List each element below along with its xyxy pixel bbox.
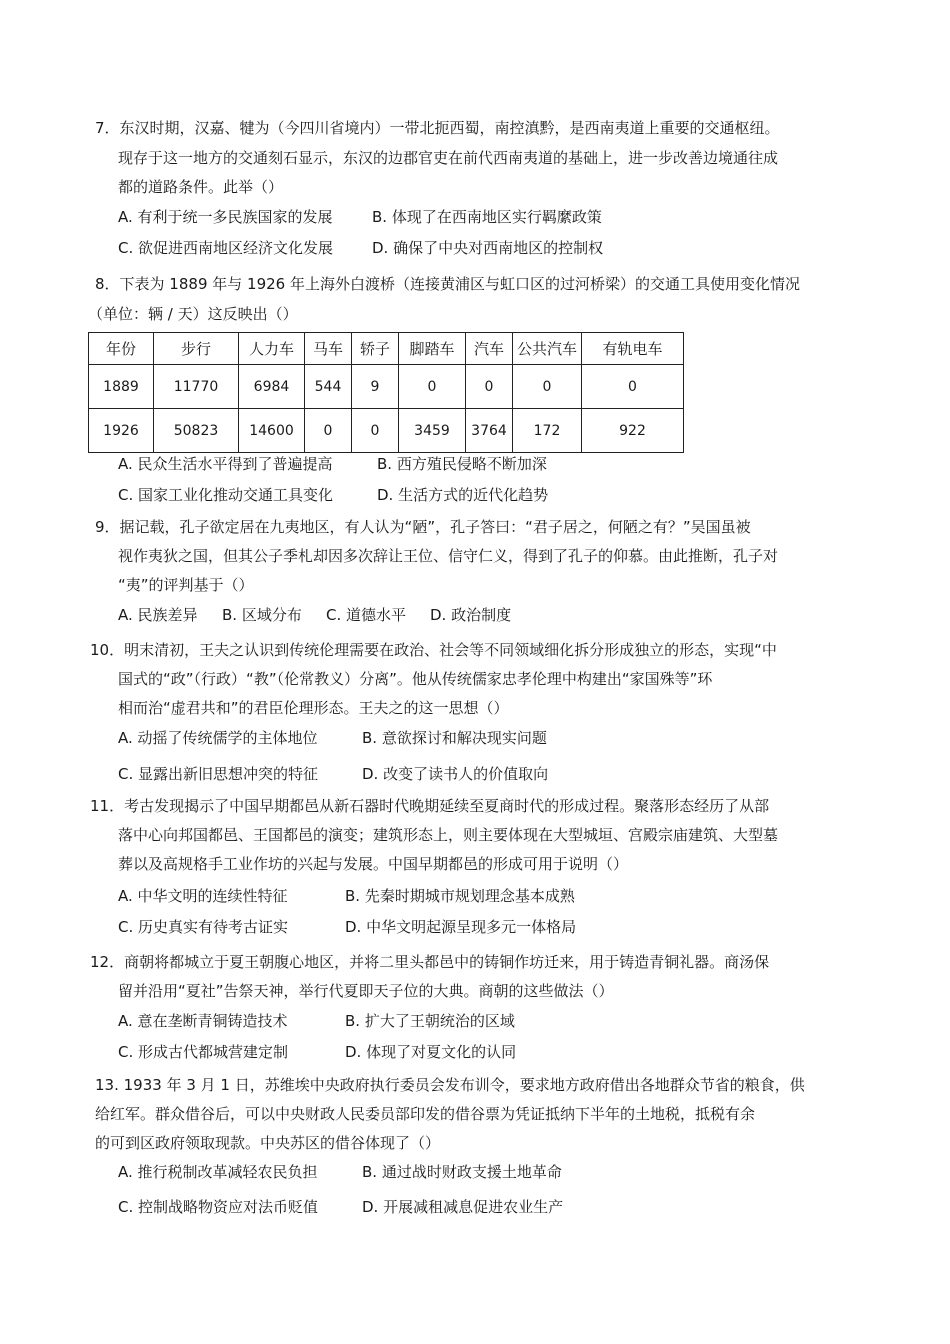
q12-stem-line1: 12．商朝将都城立于夏王朝腹心地区，并将二里头都邑中的铸铜作坊迁来，用于铸造青铜礼器。商汤保 [90, 953, 770, 971]
q12-option-d: D. 体现了对夏文化的认同 [345, 1043, 517, 1061]
q7-option-a: A. 有利于统一多民族国家的发展 [118, 208, 333, 226]
table-header-cell: 人力车 [239, 333, 305, 365]
q11-option-a: A. 中华文明的连续性特征 [118, 887, 288, 905]
q13-option-d: D. 开展减租减息促进农业生产 [362, 1198, 564, 1216]
q8-option-c: C. 国家工业化推动交通工具变化 [118, 486, 334, 504]
q12-option-a: A. 意在垄断青铜铸造技术 [118, 1012, 288, 1030]
table-cell: 14600 [239, 409, 305, 453]
q10-option-c: C. 显露出新旧思想冲突的特征 [118, 765, 319, 783]
q12-option-b: B. 扩大了王朝统治的区域 [345, 1012, 515, 1030]
q11-stem-line2: 落中心向邦国都邑、王国都邑的演变；建筑形态上，则主要体现在大型城垣、宫殿宗庙建筑、大型墓 [118, 826, 779, 844]
q7-option-d: D. 确保了中央对西南地区的控制权 [372, 239, 604, 257]
table-header-cell: 马车 [305, 333, 352, 365]
q9-option-c: C. 道德水平 [326, 606, 407, 624]
q9-stem-line2: 视作夷狄之国，但其公子季札却因多次辞让王位、信守仁义，得到了孔子的仰慕。由此推断，孔子对 [118, 547, 779, 565]
q11-stem-line1: 11．考古发现揭示了中国早期都邑从新石器时代晚期延续至夏商时代的形成过程。聚落形态经历了从部 [90, 797, 770, 815]
q7-option-c: C. 欲促进西南地区经济文化发展 [118, 239, 334, 257]
traffic-table [88, 332, 684, 453]
q11-option-d: D. 中华文明起源呈现多元一体格局 [345, 918, 577, 936]
table-header-cell: 脚踏车 [399, 333, 466, 365]
q8-option-b: B. 西方殖民侵略不断加深 [377, 455, 547, 473]
table-header-cell: 步行 [154, 333, 239, 365]
q8-stem-line1: 8．下表为 1889 年与 1926 年上海外白渡桥（连接黄浦区与虹口区的过河桥梁）的交通工具使用变化情况 [95, 275, 800, 293]
table-header-cell: 年份 [89, 333, 154, 365]
q12-stem-line2: 留并沿用“夏社”告祭天神，举行代夏即天子位的大典。商朝的这些做法（） [118, 982, 614, 1000]
q9-stem-line3: “夷”的评判基于（） [118, 576, 254, 594]
q7-option-b: B. 体现了在西南地区实行羁縻政策 [372, 208, 602, 226]
q9-option-a: A. 民族差异 [118, 606, 198, 624]
q7-stem-line1: 7．东汉时期，汉嘉、犍为（今四川省境内）一带北扼西蜀，南控滇黔，是西南夷道上重要的交通枢纽。 [95, 119, 780, 137]
q8-option-a: A. 民众生活水平得到了普遍提高 [118, 455, 333, 473]
q11-stem-line3: 葬以及高规格手工业作坊的兴起与发展。中国早期都邑的形成可用于说明（） [118, 855, 629, 873]
q13-stem-line2: 给红军。群众借谷后，可以中央财政人民委员部印发的借谷票为凭证抵纳下半年的土地税，抵税有余 [95, 1105, 756, 1123]
q13-option-b: B. 通过战时财政支援土地革命 [362, 1163, 562, 1181]
q7-stem-line2: 现存于这一地方的交通刻石显示，东汉的边郡官吏在前代西南夷道的基础上，进一步改善边境通往成 [118, 149, 779, 167]
q13-stem-line1: 13. 1933 年 3 月 1 日，苏维埃中央政府执行委员会发布训令，要求地方政府借出各地群众节省的粮食，供 [95, 1076, 805, 1094]
q9-option-d: D. 政治制度 [430, 606, 512, 624]
q11-option-b: B. 先秦时期城市规划理念基本成熟 [345, 887, 575, 905]
q10-stem-line1: 10．明末清初，王夫之认识到传统伦理需要在政治、社会等不同领域细化拆分形成独立的形态，实现“中 [90, 641, 777, 659]
q10-stem-line3: 相而治“虚君共和”的君臣伦理形态。王夫之的这一思想（） [118, 699, 509, 717]
table-header-cell: 汽车 [466, 333, 513, 365]
q9-stem-line1: 9．据记载，孔子欲定居在九夷地区，有人认为“陋”，孔子答曰：“君子居之，何陋之有？”吴国虽被 [95, 518, 751, 536]
q12-option-c: C. 形成古代都城营建定制 [118, 1043, 289, 1061]
table-header-cell: 公共汽车 [513, 333, 582, 365]
table-cell: 6984 [239, 365, 305, 409]
table-cell: 922 [582, 409, 684, 453]
q10-stem-line2: 国式的“政”（行政）“教”（伦常教义）分离”。他从传统儒家忠孝伦理中构建出“家国殊等”环 [118, 670, 713, 688]
q11-option-c: C. 历史真实有待考古证实 [118, 918, 289, 936]
table-cell: 0 [352, 409, 399, 453]
q8-stem-line2: （单位：辆 / 天）这反映出（） [88, 305, 298, 323]
table-cell: 0 [305, 409, 352, 453]
table-cell: 0 [399, 365, 466, 409]
q13-option-a: A. 推行税制改革减轻农民负担 [118, 1163, 318, 1181]
q9-option-b: B. 区域分布 [222, 606, 302, 624]
table-cell: 3764 [466, 409, 513, 453]
q8-option-d: D. 生活方式的近代化趋势 [377, 486, 549, 504]
table-cell: 0 [582, 365, 684, 409]
table-header-row [89, 333, 684, 365]
table-header-cell: 轿子 [352, 333, 399, 365]
table-cell: 9 [352, 365, 399, 409]
table-cell: 172 [513, 409, 582, 453]
q10-option-d: D. 改变了读书人的价值取向 [362, 765, 549, 783]
table-row [89, 409, 684, 453]
table-cell: 50823 [154, 409, 239, 453]
q13-option-c: C. 控制战略物资应对法币贬值 [118, 1198, 319, 1216]
table-row [89, 365, 684, 409]
table-header-cell: 有轨电车 [582, 333, 684, 365]
table-cell: 11770 [154, 365, 239, 409]
table-cell: 544 [305, 365, 352, 409]
q13-stem-line3: 的可到区政府领取现款。中央苏区的借谷体现了（） [95, 1134, 441, 1152]
table-cell: 3459 [399, 409, 466, 453]
table-cell: 1889 [89, 365, 154, 409]
q10-option-a: A. 动摇了传统儒学的主体地位 [118, 729, 318, 747]
table-cell: 0 [513, 365, 582, 409]
q7-stem-line3: 都的道路条件。此举（） [118, 178, 284, 196]
table-cell: 0 [466, 365, 513, 409]
q10-option-b: B. 意欲探讨和解决现实问题 [362, 729, 547, 747]
table-cell: 1926 [89, 409, 154, 453]
